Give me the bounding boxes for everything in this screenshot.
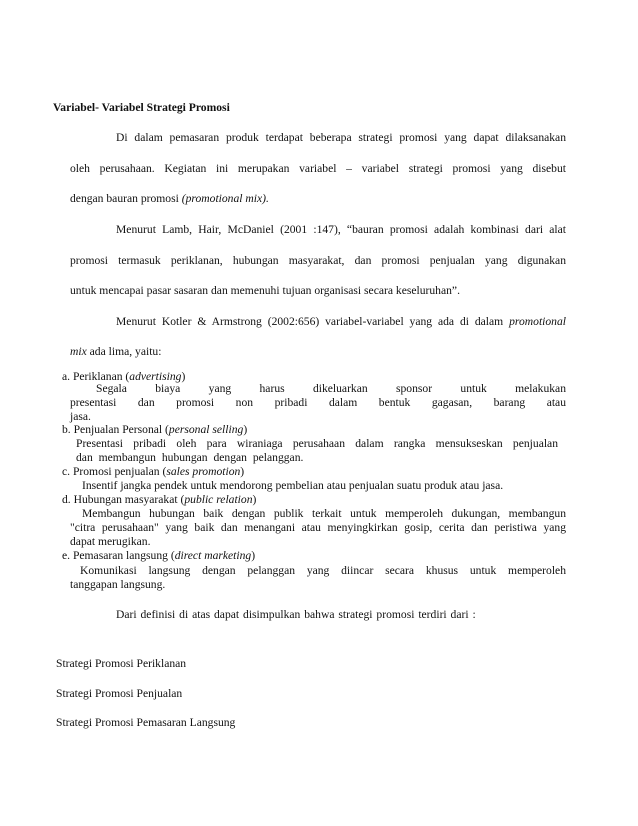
item-e-line-1: Komunikasi langsung dengan pelanggan yang diincar secara khusus untuk memperoleh bbox=[80, 564, 566, 577]
item-a-line-1: Segala biaya yang harus dikeluarkan sponsor untuk melakukan bbox=[96, 382, 566, 395]
paragraph-3-term-end: mix bbox=[70, 345, 87, 358]
item-a-line-2: presentasi dan promosi non pribadi dalam bentuk gagasan, barang atau bbox=[70, 396, 566, 409]
paragraph-3-text: Menurut Kotler & Armstrong (2002:656) variabel-variabel yang ada di dalam bbox=[116, 315, 510, 328]
paragraph-1-term: (promotional mix). bbox=[181, 192, 269, 205]
paragraph-3-term: promotional bbox=[509, 315, 566, 328]
item-b-line-1: Presentasi pribadi oleh para wiraniaga perusahaan dalam rangka mensukseskan penjualan bbox=[76, 437, 558, 450]
item-a-line-3: jasa. bbox=[70, 410, 91, 423]
section-heading: Variabel- Variabel Strategi Promosi bbox=[53, 101, 230, 114]
item-b-line-2: dan membangun hubungan dengan pelanggan. bbox=[76, 451, 304, 464]
item-c-term: sales promotion bbox=[166, 465, 241, 478]
item-d-line-3: dapat merugikan. bbox=[70, 535, 151, 548]
item-b-title bbox=[62, 423, 247, 437]
item-d-line-2: "citra perusahaan" yang baik dan menangani atau menyingkirkan gosip, cerita dan peristiwa yang bbox=[70, 521, 566, 534]
conclusion-text: Dari definisi di atas dapat disimpulkan bahwa strategi promosi terdiri dari : bbox=[116, 608, 476, 621]
item-e-label: e. Pemasaran langsung ( bbox=[62, 549, 175, 562]
paragraph-3-line-1 bbox=[116, 315, 566, 329]
paragraph-1-line-3 bbox=[70, 192, 269, 206]
item-a-label: a. Periklanan ( bbox=[62, 370, 130, 383]
strategy-item: Strategi Promosi Pemasaran Langsung bbox=[56, 716, 236, 729]
paragraph-2-line-2: promosi termasuk periklanan, hubungan masyarakat, dan promosi penjualan yang digunakan bbox=[70, 254, 566, 267]
paragraph-1-line-2: oleh perusahaan. Kegiatan ini merupakan variabel – variabel strategi promosi yang disebut bbox=[70, 162, 566, 175]
paragraph-3-text-end: ada lima, yaitu: bbox=[86, 345, 162, 358]
item-b-close: ) bbox=[243, 423, 248, 436]
item-c-label: c. Promosi penjualan ( bbox=[62, 465, 167, 478]
item-e-close: ) bbox=[251, 549, 256, 562]
item-e-term: direct marketing bbox=[174, 549, 252, 562]
item-e-title bbox=[62, 549, 255, 563]
item-d-title bbox=[62, 493, 256, 507]
item-d-close: ) bbox=[252, 493, 257, 506]
paragraph-2-line-1: Menurut Lamb, Hair, McDaniel (2001 :147), “bauran promosi adalah kombinasi dari alat bbox=[116, 223, 566, 236]
item-c-title bbox=[62, 465, 244, 479]
item-a-close: ) bbox=[181, 370, 186, 383]
item-c-close: ) bbox=[240, 465, 245, 478]
paragraph-1-line-1: Di dalam pemasaran produk terdapat beberapa strategi promosi yang dapat dilaksanakan bbox=[116, 131, 566, 144]
item-c-line-1: Insentif jangka pendek untuk mendorong pembelian atau penjualan suatu produk atau jasa. bbox=[82, 479, 504, 492]
paragraph-3-line-2 bbox=[70, 345, 161, 359]
item-b-label: b. Penjualan Personal ( bbox=[62, 423, 169, 436]
item-d-label: d. Hubungan masyarakat ( bbox=[62, 493, 185, 506]
item-a-term: advertising bbox=[129, 370, 182, 383]
strategy-item: Strategi Promosi Periklanan bbox=[56, 657, 187, 670]
paragraph-2-line-3: untuk mencapai pasar sasaran dan memenuhi tujuan organisasi secara keseluruhan”. bbox=[70, 284, 460, 297]
item-d-line-1: Membangun hubungan baik dengan publik terkait untuk memperoleh dukungan, membangun bbox=[82, 507, 566, 520]
item-b-term: personal selling bbox=[168, 423, 244, 436]
item-d-term: public relation bbox=[184, 493, 253, 506]
paragraph-1-text: dengan bauran promosi bbox=[70, 192, 182, 205]
item-e-line-2: tanggapan langsung. bbox=[70, 578, 166, 591]
strategy-item: Strategi Promosi Penjualan bbox=[56, 687, 183, 700]
